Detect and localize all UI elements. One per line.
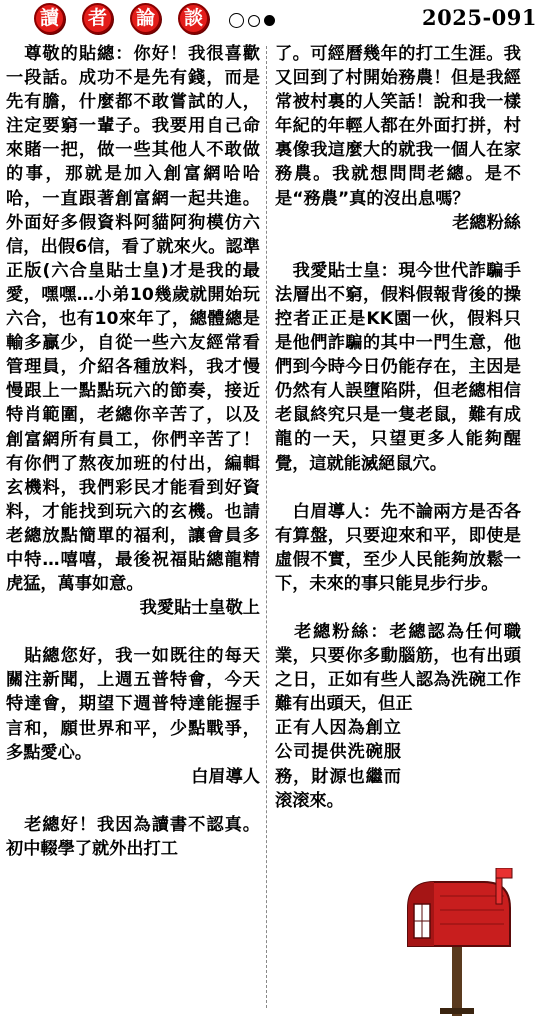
column-divider [266,46,268,1008]
reply-body: 我愛貼士皇：現今世代詐騙手法層出不窮，假料假報背後的操控者正正是KK園一伙，假料只是他們詐騙的其中一門生意，他們到今時今日仍能存在，主因是仍然有人誤墮陷阱，但老總相信老鼠終究只是一隻老鼠，難有成龍的一天，只望更多人能夠醒覺，這就能滅絕鼠穴。 [275,260,521,474]
title-badge-2: 者 [82,3,113,34]
filled-circle-icon [264,15,275,26]
letter-body: 尊敬的貼總：你好！我很喜歡一段話。成功不是先有錢，而是先有膽，什麼都不敢嘗試的人，注定要窮一輩子。我要用自己命來賭一把，做一些其他人不敢做的事，那就是加入創富網哈哈哈，一直跟著創富網一起共進。外面好多假資料阿貓阿狗模仿六信，出假6信，看了就來火。認準正版(六合皇貼士皇)才是我的最愛，嘿嘿…小弟10幾歲就開始玩六合，也有10來年了，總體總是輸多贏少，自從一些六友經常看管理員，介紹各種放料，我才慢慢跟上一點點玩六的節奏，接近特肖範圍，老總你辛苦了，以及創富網所有員工，你們辛苦了！有你們了熬夜加班的付出，編輯玄機料，我們彩民才能看到好資料，才能找到玩六的玄機。也請老總放點簡單的福利，讓會員多中特…嘻嘻，最後祝福貼總龍精虎猛，萬事如意。 [6,44,260,595]
circle-icon [229,13,244,28]
left-column [6,42,260,861]
letter-body: 貼總您好，我一如既往的每天關注新聞，上週五普特會，今天特達會，期望下週普特達能握手言和，願世界和平，少點戰爭，多點愛心。 [6,646,260,763]
reply-body-wrapped: 正有人因為創立公司提供洗碗服務，財源也繼而滚滚來。 [275,718,401,811]
reply-body: 老總粉絲：老總認為任何職業，只要你多動腦筋，也有出頭之日，正如有些人認為洗碗工作難有出頭天，但正 [275,621,521,715]
letter-signature: 白眉導人 [191,766,260,787]
issue-number: 2025-091 [422,5,537,30]
letter-body-continued: 了。可經曆幾年的打工生涯。我又回到了村開始務農！但是我經常被村裏的人笑話！說和我一樣年紀的年輕人都在外面打拼，村裏像我這麼大的就我一個人在家務農。我就想問問老總。是不是“務農”真的沒出息嗎？ [275,44,521,209]
decorative-dots [229,10,279,26]
letter-body: 老總好！我因為讀書不認真。初中輟學了就外出打工 [6,814,260,859]
title-badge-3: 論 [130,3,161,34]
right-column [275,42,521,813]
title-badge-4: 談 [178,3,209,34]
reply-body: 白眉導人：先不論兩方是否各有算盤，只要迎來和平，即使是虛假不實，至少人民能夠放鬆一下，未來的事只能見步行步。 [275,501,521,594]
column-header [0,0,545,38]
mailbox-illustration [400,868,518,1016]
letter-signature: 我愛貼士皇敬上 [139,598,260,619]
circle-icon [248,15,260,27]
title-badge-1: 讀 [34,3,65,34]
letter-signature: 老總粉絲 [452,212,521,233]
